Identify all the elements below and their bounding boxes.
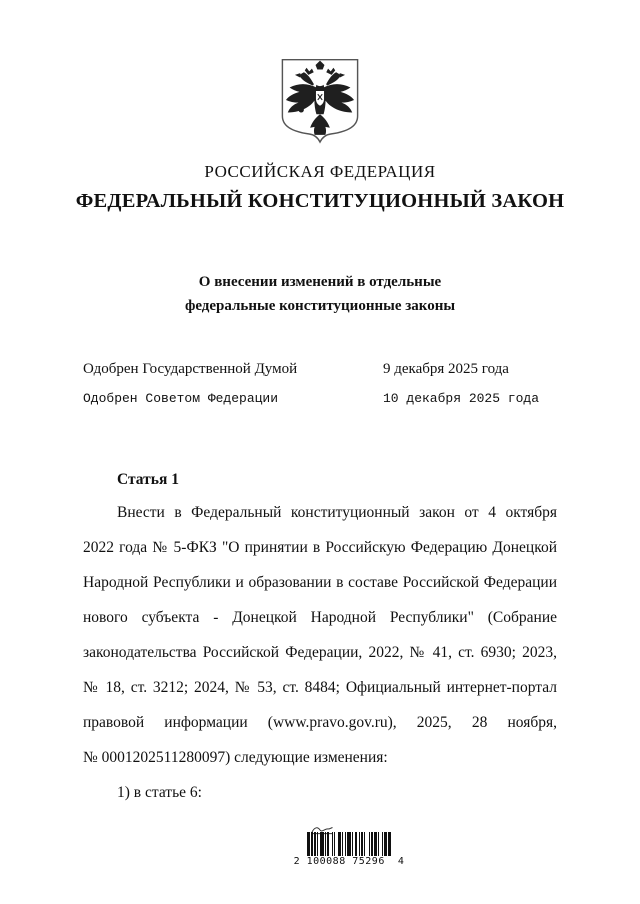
body-line: № 18, ст. 3212; 2024, № 53, ст. 8484; Официальный интернет-портал xyxy=(83,679,557,696)
article-body xyxy=(83,503,557,818)
barcode-number: 2 100088 75296 4 xyxy=(293,856,405,867)
document-type-title: ФЕДЕРАЛЬНЫЙ КОНСТИТУЦИОННЫЙ ЗАКОН xyxy=(75,190,565,212)
approval-row-federation-council xyxy=(83,391,557,421)
document-header xyxy=(0,57,640,318)
law-subject-line-1: О внесении изменений в отдельные xyxy=(198,274,442,290)
law-subject-line-2: федеральные конституционные законы xyxy=(184,298,456,314)
law-subject-title xyxy=(0,270,640,318)
approval-label: Одобрен Государственной Думой xyxy=(83,361,298,377)
barcode xyxy=(289,822,409,867)
signature-mark-icon xyxy=(309,822,409,832)
approvals-block xyxy=(83,361,557,421)
body-line: 1) в статье 6: xyxy=(117,784,202,801)
country-title: РОССИЙСКАЯ ФЕДЕРАЦИЯ xyxy=(204,162,436,181)
body-line: 2022 года № 5-ФКЗ "О принятии в Российскую Федерацию Донецкой xyxy=(83,539,557,556)
body-line: нового субъекта - Донецкой Народной Республики" (Собрание xyxy=(83,609,557,626)
russia-coat-of-arms-icon xyxy=(275,57,365,151)
body-line: № 0001202511280097) следующие изменения: xyxy=(83,749,388,766)
body-line: Внести в Федеральный конституционный закон от 4 октября xyxy=(117,504,557,521)
approval-row-state-duma xyxy=(83,361,557,391)
body-line: правовой информации (www.pravo.gov.ru), 2025, 28 ноября, xyxy=(83,714,557,731)
body-line: Народной Республики и образовании в составе Российской Федерации xyxy=(83,574,557,591)
article-heading: Статья 1 xyxy=(117,471,179,488)
approval-date: 9 декабря 2025 года xyxy=(383,361,509,377)
approval-date: 10 декабря 2025 года xyxy=(383,391,540,406)
barcode-bars xyxy=(307,832,391,856)
body-line: законодательства Российской Федерации, 2022, № 41, ст. 6930; 2023, xyxy=(83,644,557,661)
document-content xyxy=(83,361,557,818)
approval-label: Одобрен Советом Федерации xyxy=(83,391,279,406)
